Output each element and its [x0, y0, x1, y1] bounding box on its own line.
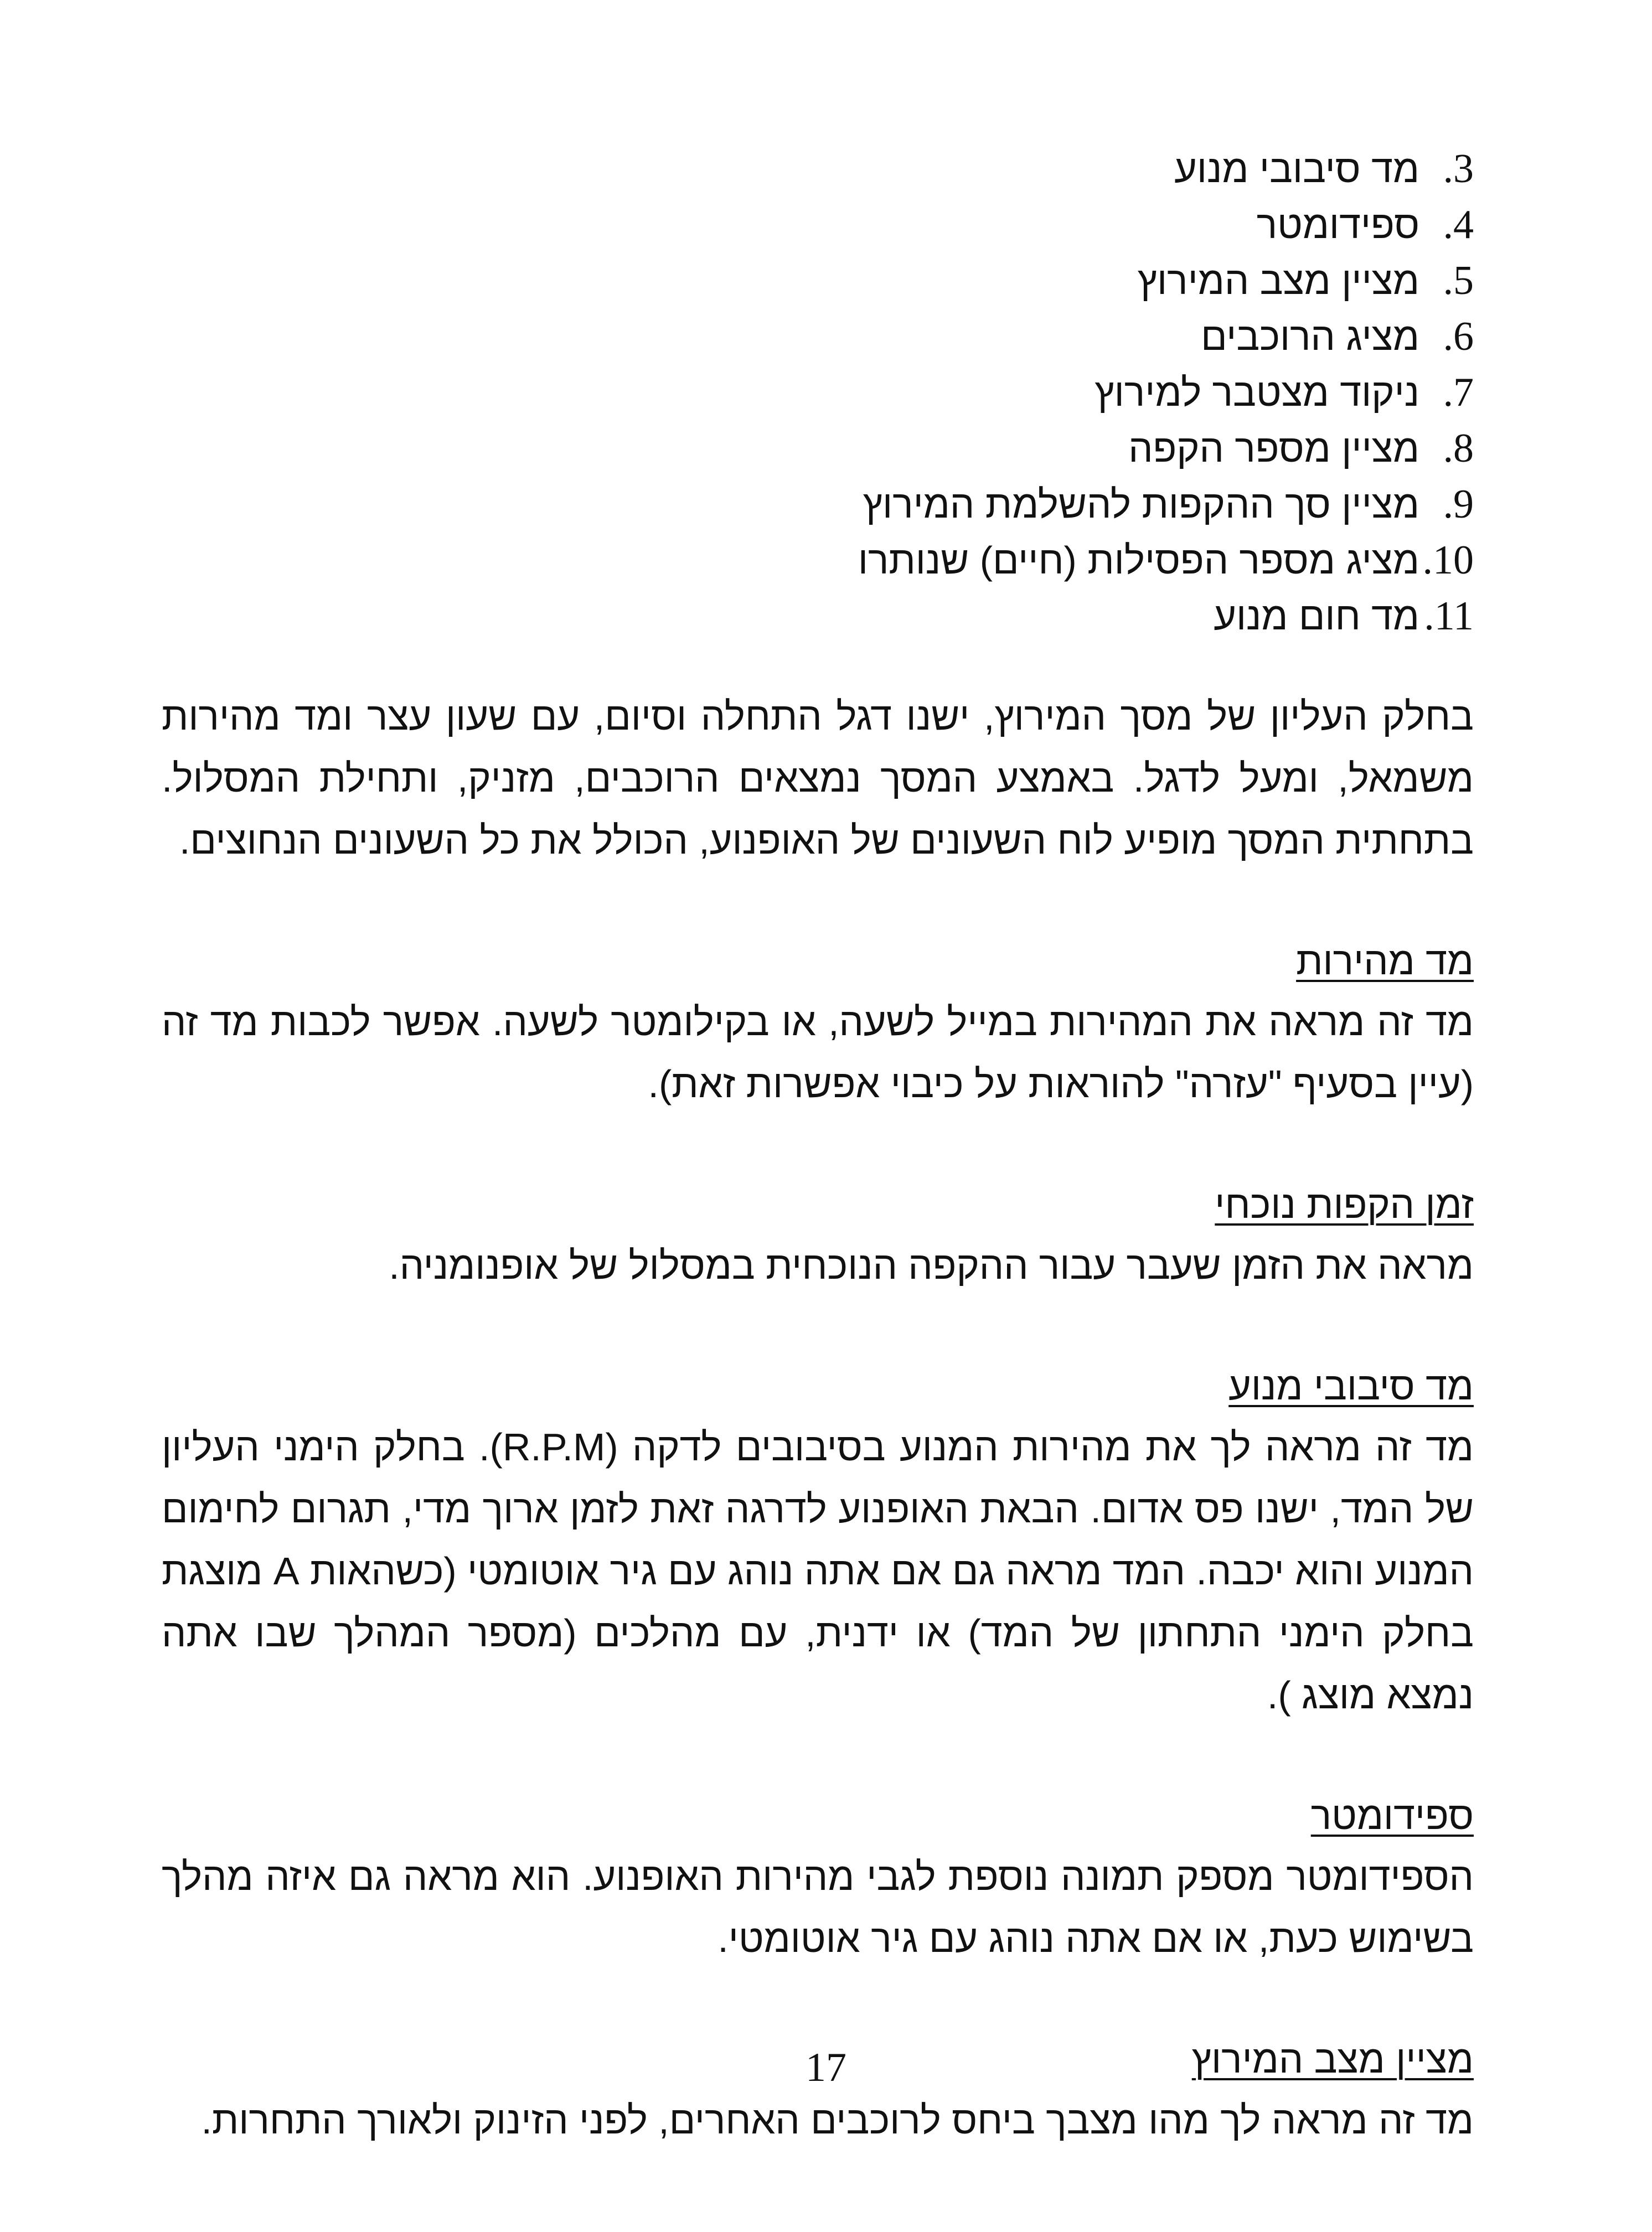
list-item-number: 9.: [1443, 482, 1474, 527]
list-item-number: 7.: [1443, 370, 1474, 415]
list-item: [162, 533, 1474, 588]
gauge-list: [162, 141, 1474, 644]
list-item-number: 6.: [1443, 314, 1474, 359]
list-item-text: מציג מספר הפסילות (חיים) שנותרו: [858, 539, 1419, 582]
list-item: [162, 477, 1474, 533]
list-item: [162, 253, 1474, 309]
list-item: [162, 588, 1474, 644]
intro-paragraph: בחלק העליון של מסך המירוץ, ישנו דגל התחלה וסיום, עם שעון עצר ומד מהירות משמאל, ומעל לדגל. באמצע המסך נמצאים הרוכבים, מזניק, ותחילת המסלול. בתחתית המסך מופיע לוח השעונים של האופנוע, הכולל את כל השעונים הנחוצים.: [162, 695, 1474, 862]
section-heading: זמן הקפות נוכחי: [1215, 1183, 1474, 1226]
section-body: מראה את הזמן שעבר עבור ההקפה הנוכחית במסלול של אופנומניה.: [389, 1244, 1474, 1287]
list-item: [162, 309, 1474, 365]
list-item-number: 11.: [1424, 593, 1474, 639]
section-heading: מציין מצב המירוץ: [1191, 2038, 1474, 2081]
list-item-text: מד סיבובי מנוע: [1174, 147, 1419, 190]
section-body: מד זה מראה את המהירות במייל לשעה, או בקילומטר לשעה. אפשר לכבות מד זה (עיין בסעיף "עזרה" להוראות על כיבוי אפשרות זאת).: [162, 1000, 1474, 1105]
list-item-number: 8.: [1443, 426, 1474, 471]
section-rpm-gauge: [162, 1358, 1474, 1726]
list-item-text: מד חום מנוע: [1214, 595, 1419, 638]
list-item-text: ספידומטר: [1256, 203, 1419, 246]
page-content: [162, 141, 1474, 2151]
list-item-number: 3.: [1443, 146, 1474, 192]
list-item-number: 5.: [1443, 258, 1474, 303]
page-number: 17: [806, 2045, 846, 2090]
list-item-number: 4.: [1443, 202, 1474, 247]
list-item-number: 10.: [1422, 538, 1474, 583]
list-item-text: מציין סך ההקפות להשלמת המירוץ: [863, 483, 1419, 526]
section-speedometer-gauge: [162, 933, 1474, 1115]
list-item: [162, 141, 1474, 197]
list-item-text: ניקוד מצטבר למירוץ: [1095, 371, 1419, 414]
section-body: הספידומטר מספק תמונה נוספת לגבי מהירות האופנוע. הוא מראה גם איזה מהלך בשימוש כעת, או אם אתה נוהג עם גיר אוטומטי.: [162, 1855, 1474, 1960]
section-body: מד זה מראה לך מהו מצבך ביחס לרוכבים האחרים, לפני הזינוק ולאורך התחרות.: [201, 2099, 1474, 2142]
list-item: [162, 365, 1474, 421]
section-heading: ספידומטר: [1310, 1794, 1474, 1837]
section-body: מד זה מראה לך את מהירות המנוע בסיבובים לדקה (R.P.M). בחלק הימני העליון של המד, ישנו פס אדום. הבאת האופנוע לדרגה זאת לזמן ארוך מדי, תגרום לחימום המנוע והוא יכבה. המד מראה גם אם אתה נוהג עם גיר אוטומטי (כשהאות A מוצגת בחלק הימני התחתון של המד) או ידנית, עם מהלכים (מספר המהלך שבו אתה נמצא מוצג ).: [162, 1425, 1474, 1717]
section-heading: מד סיבובי מנוע: [1228, 1365, 1474, 1408]
list-item-text: מציין מצב המירוץ: [1137, 259, 1419, 302]
section-lap-time: [162, 1177, 1474, 1296]
section-speedometer: [162, 1788, 1474, 1970]
list-item-text: מציין מספר הקפה: [1128, 427, 1419, 470]
list-item: [162, 197, 1474, 253]
list-item-text: מציג הרוכבים: [1201, 315, 1419, 358]
list-item: [162, 421, 1474, 477]
section-heading: מד מהירות: [1296, 939, 1474, 983]
